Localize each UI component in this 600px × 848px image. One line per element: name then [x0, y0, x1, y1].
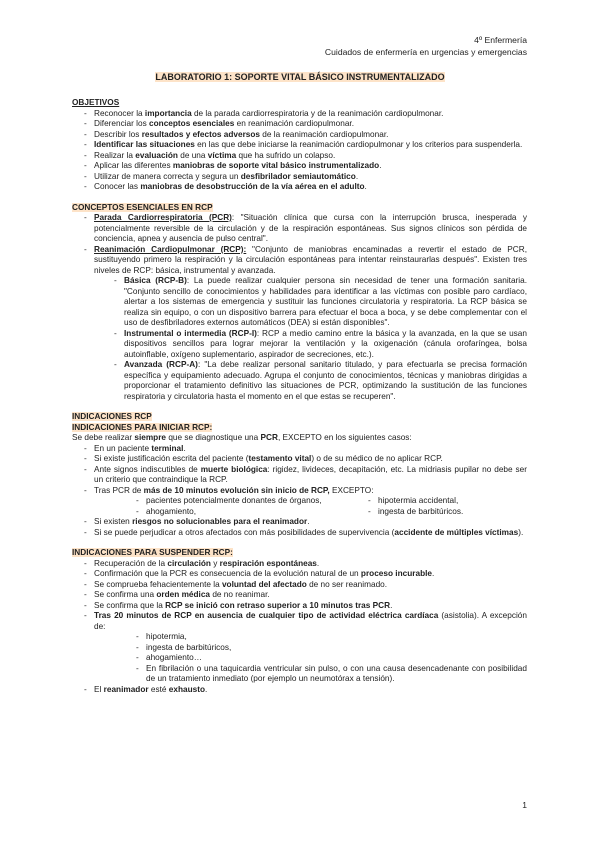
list-item: - Describir los resultados y efectos adversos de la reanimación cardiopulmonar.: [94, 130, 527, 141]
heading-iniciar-rcp: INDICACIONES PARA INICIAR RCP:: [72, 422, 213, 432]
heading-suspender-rcp: INDICACIONES PARA SUSPENDER RCP:: [72, 548, 233, 557]
suspender-rcp-list-last: [72, 685, 527, 696]
definition-pcr: - Parada Cardiorrespiratoria (PCR): "Situación clínica que cursa con la interrupción brusca, inesperada y potencialmente reversible de la circulación y de la respiración espontáneas. Sus signos clínicos son pérdida de conciencia, apnea y ausencia de pulso central".: [94, 213, 527, 245]
document-title: [0, 72, 600, 82]
conceptos-list: [72, 213, 527, 276]
list-item: - Si se puede perjudicar a otros afectados con más posibilidades de supervivencia (accidente de múltiples víctimas).: [94, 528, 527, 539]
list-item: - Diferenciar los conceptos esenciales en reanimación cardiopulmonar.: [94, 119, 527, 130]
list-item: - En un paciente terminal.: [94, 444, 527, 455]
except-list-right: [378, 496, 463, 517]
suspender-rcp-list: [72, 559, 527, 633]
list-item: - ahogamiento…: [146, 653, 527, 664]
list-item: - Conocer las maniobras de desobstrucción de la vía aérea en el adulto.: [94, 182, 527, 193]
list-item: - pacientes potencialmente donantes de órganos,: [146, 496, 378, 507]
heading-objetivos: OBJETIVOS: [72, 98, 120, 107]
list-item: - hipotermia,: [146, 632, 527, 643]
page-header: [325, 35, 527, 58]
list-item: - Se confirma una orden médica de no reanimar.: [94, 590, 527, 601]
list-item: - ingesta de barbitúricos.: [378, 507, 463, 518]
except-columns: [72, 496, 527, 517]
list-item: - Tras PCR de más de 10 minutos evolución sin inicio de RCP, EXCEPTO:: [94, 486, 527, 497]
indicaciones-intro: Se debe realizar siempre que se diagnostique una PCR, EXCEPTO en los siguientes casos:: [72, 433, 412, 442]
list-item: - Utilizar de manera correcta y segura un desfibrilador semiautomático.: [94, 172, 527, 183]
page-number: 1: [522, 800, 527, 810]
list-item: - El reanimador esté exhausto.: [94, 685, 527, 696]
document-body: [72, 98, 527, 695]
list-item: - Ante signos indiscutibles de muerte biológica: rigidez, livideces, decapitación, etc. La midriasis pupilar no debe ser un criterio que contraindique la RCP.: [94, 465, 527, 486]
heading-conceptos: CONCEPTOS ESENCIALES EN RCP: [72, 202, 213, 212]
list-item: - Si existen riesgos no solucionables para el reanimador.: [94, 517, 527, 528]
heading-indicaciones: INDICACIONES RCP: [72, 412, 152, 421]
title-text: LABORATORIO 1: SOPORTE VITAL BÁSICO INSTRUMENTALIZADO: [155, 72, 445, 82]
header-course-year: 4º Enfermería: [474, 35, 527, 45]
rcp-level-basica: - Básica (RCP-B): La puede realizar cualquier persona sin necesidad de tener una formación sanitaria. "Conjunto sencillo de conocimientos y habilidades para identificar a las víctimas con posible paro cardíaco, alertar a los sistemas de emergencia y sustituir las funciones circulatoria y respiratoria. La RCP básica se realiza sin equipo, o con un dispositivo barrera para efectuar el boca a boca, y se debe complementar con el uso de desfibriladores externos automáticos (DEA) si están disponibles".: [124, 276, 527, 329]
list-item: - Se confirma que la RCP se inició con retraso superior a 10 minutos tras PCR.: [94, 601, 527, 612]
list-item: - Se comprueba fehacientemente la voluntad del afectado de no ser reanimado.: [94, 580, 527, 591]
list-item: - Tras 20 minutos de RCP en ausencia de cualquier tipo de actividad eléctrica cardíaca (asistolia). A excepción de:: [94, 611, 527, 632]
list-item: - ahogamiento,: [146, 507, 378, 518]
list-item: - Identificar las situaciones en las que debe iniciarse la reanimación cardiopulmonar y los criterios para suspenderla.: [94, 140, 527, 151]
list-item: - ingesta de barbitúricos,: [146, 643, 527, 654]
list-item: - Aplicar las diferentes maniobras de soporte vital básico instrumentalizado.: [94, 161, 527, 172]
definition-rcp: - Reanimación Cardiopulmonar (RCP): "Conjunto de maniobras encaminadas a revertir el estado de PCR, sustituyendo primero la respiración y la circulación espontáneas para intentar reinstaurarlas después". Existen tres niveles de RCP: básica, instrumental y avanzada.: [94, 245, 527, 277]
list-item: - Reconocer la importancia de la parada cardiorrespiratoria y de la reanimación cardiopulmonar.: [94, 109, 527, 120]
header-subject: Cuidados de enfermería en urgencias y emergencias: [324, 46, 527, 57]
list-item: - Recuperación de la circulación y respiración espontáneas.: [94, 559, 527, 570]
except-list-left: [146, 496, 378, 517]
list-item: - hipotermia accidental,: [378, 496, 463, 507]
list-item: - En fibrilación o una taquicardia ventricular sin pulso, o con una causa desencadenante con posibilidad de un tratamiento inmediato (por ejemplo un neumotórax a tensión).: [146, 664, 527, 685]
suspender-exceptions-list: [72, 632, 527, 685]
iniciar-rcp-list: [72, 444, 527, 497]
list-item: - Si existe justificación escrita del paciente (testamento vital) o de su médico de no aplicar RCP.: [94, 454, 527, 465]
list-item: - Confirmación que la PCR es consecuencia de la evolución natural de un proceso incurable.: [94, 569, 527, 580]
iniciar-rcp-list-continued: [72, 517, 527, 538]
objetivos-list: [72, 109, 527, 193]
rcp-level-avanzada: - Avanzada (RCP-A): "La debe realizar personal sanitario titulado, y para efectuarla se precisa formación específica y equipamiento adecuado. Agrupa el conjunto de conocimientos, técnicas y maniobras dirigidas a proporcionar el tratamiento definitivo las situaciones de PCR, optimizando la sustitución de las funciones respiratoria y circulatoria hasta el momento en el que estas se recuperen".: [124, 360, 527, 402]
rcp-level-instrumental: - Instrumental o intermedia (RCP-I): RCP a medio camino entre la básica y la avanzada, en la que se usan dispositivos sencillos para lograr mejorar la ventilación y la oxigenación (cánula orofaríngea, bolsa autoinflable, oxígeno suplementario, aspirador de secreciones, etc.).: [124, 329, 527, 361]
rcp-levels-list: [72, 276, 527, 402]
list-item: - Realizar la evaluación de una víctima que ha sufrido un colapso.: [94, 151, 527, 162]
